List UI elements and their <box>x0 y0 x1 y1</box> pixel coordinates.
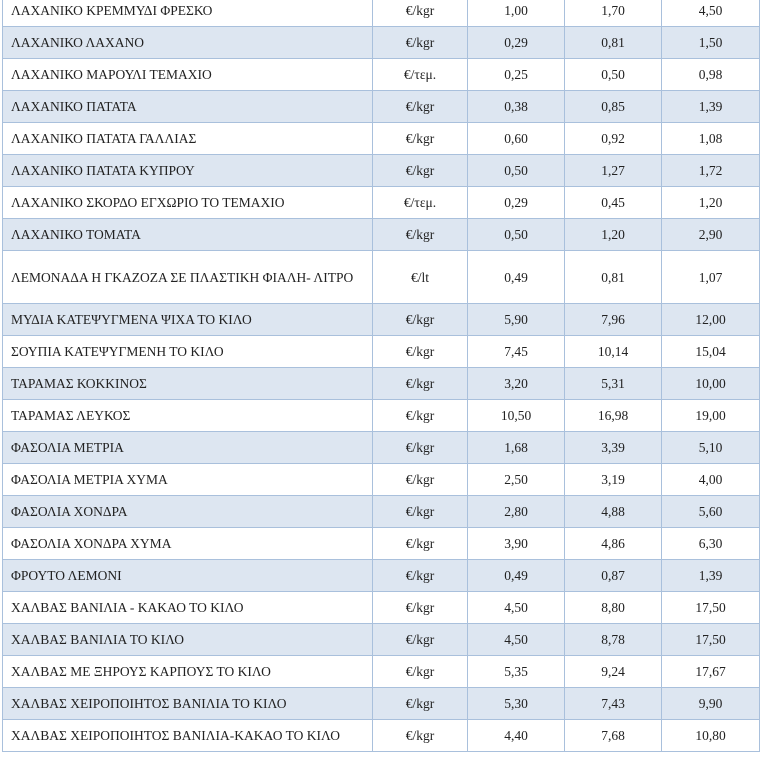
avg-price-cell: 4,88 <box>565 496 662 528</box>
table-row <box>3 656 760 688</box>
table-row <box>3 0 760 27</box>
unit-cell: €/kgr <box>373 91 468 123</box>
product-name-cell: ΦΑΣΟΛΙΑ ΜΕΤΡΙΑ <box>3 432 373 464</box>
unit-cell: €/kgr <box>373 496 468 528</box>
max-price-cell: 1,08 <box>662 123 760 155</box>
min-price-cell: 4,50 <box>468 592 565 624</box>
avg-price-cell: 16,98 <box>565 400 662 432</box>
max-price-cell: 17,50 <box>662 624 760 656</box>
min-price-cell: 0,50 <box>468 219 565 251</box>
avg-price-cell: 1,70 <box>565 0 662 27</box>
max-price-cell: 12,00 <box>662 304 760 336</box>
product-name-cell: ΛΑΧΑΝΙΚΟ ΠΑΤΑΤΑ ΚΥΠΡΟΥ <box>3 155 373 187</box>
unit-cell: €/kgr <box>373 656 468 688</box>
product-name-cell: ΧΑΛΒΑΣ ΜΕ ΞΗΡΟΥΣ ΚΑΡΠΟΥΣ ΤΟ ΚΙΛΟ <box>3 656 373 688</box>
unit-cell: €/kgr <box>373 336 468 368</box>
max-price-cell: 1,50 <box>662 27 760 59</box>
avg-price-cell: 0,87 <box>565 560 662 592</box>
table-row <box>3 59 760 91</box>
product-name-cell: ΜΥΔΙΑ ΚΑΤΕΨΥΓΜΕΝΑ ΨΙΧΑ ΤΟ ΚΙΛΟ <box>3 304 373 336</box>
min-price-cell: 0,49 <box>468 251 565 304</box>
table-row <box>3 336 760 368</box>
product-name-cell: ΤΑΡΑΜΑΣ ΚΟΚΚΙΝΟΣ <box>3 368 373 400</box>
min-price-cell: 0,29 <box>468 187 565 219</box>
product-name-cell: ΛΑΧΑΝΙΚΟ ΛΑΧΑΝΟ <box>3 27 373 59</box>
product-name-cell: ΦΡΟΥΤΟ ΛΕΜΟΝΙ <box>3 560 373 592</box>
product-name-cell: ΛΑΧΑΝΙΚΟ ΚΡΕΜΜΥΔΙ ΦΡΕΣΚΟ <box>3 0 373 27</box>
product-name-cell: ΧΑΛΒΑΣ ΧΕΙΡΟΠΟΙΗΤΟΣ ΒΑΝΙΛΙΑ ΤΟ ΚΙΛΟ <box>3 688 373 720</box>
avg-price-cell: 8,78 <box>565 624 662 656</box>
unit-cell: €/kgr <box>373 27 468 59</box>
avg-price-cell: 0,45 <box>565 187 662 219</box>
product-name-cell: ΛΑΧΑΝΙΚΟ ΤΟΜΑΤΑ <box>3 219 373 251</box>
unit-cell: €/kgr <box>373 528 468 560</box>
avg-price-cell: 10,14 <box>565 336 662 368</box>
avg-price-cell: 1,27 <box>565 155 662 187</box>
avg-price-cell: 3,19 <box>565 464 662 496</box>
product-name-cell: ΦΑΣΟΛΙΑ ΜΕΤΡΙΑ ΧΥΜΑ <box>3 464 373 496</box>
avg-price-cell: 7,68 <box>565 720 662 752</box>
avg-price-cell: 0,50 <box>565 59 662 91</box>
product-name-cell: ΛΑΧΑΝΙΚΟ ΠΑΤΑΤΑ <box>3 91 373 123</box>
max-price-cell: 17,50 <box>662 592 760 624</box>
table-row <box>3 304 760 336</box>
max-price-cell: 1,39 <box>662 560 760 592</box>
product-name-cell: ΦΑΣΟΛΙΑ ΧΟΝΔΡΑ ΧΥΜΑ <box>3 528 373 560</box>
max-price-cell: 0,98 <box>662 59 760 91</box>
avg-price-cell: 7,43 <box>565 688 662 720</box>
avg-price-cell: 8,80 <box>565 592 662 624</box>
unit-cell: €/kgr <box>373 720 468 752</box>
table-row <box>3 592 760 624</box>
table-row <box>3 400 760 432</box>
table-row <box>3 219 760 251</box>
max-price-cell: 1,20 <box>662 187 760 219</box>
table-row <box>3 464 760 496</box>
unit-cell: €/τεμ. <box>373 59 468 91</box>
unit-cell: €/kgr <box>373 432 468 464</box>
table-row <box>3 432 760 464</box>
max-price-cell: 9,90 <box>662 688 760 720</box>
unit-cell: €/kgr <box>373 400 468 432</box>
min-price-cell: 1,00 <box>468 0 565 27</box>
min-price-cell: 1,68 <box>468 432 565 464</box>
unit-cell: €/kgr <box>373 219 468 251</box>
avg-price-cell: 3,39 <box>565 432 662 464</box>
max-price-cell: 6,30 <box>662 528 760 560</box>
max-price-cell: 1,07 <box>662 251 760 304</box>
unit-cell: €/kgr <box>373 123 468 155</box>
product-name-cell: ΧΑΛΒΑΣ ΒΑΝΙΛΙΑ ΤΟ ΚΙΛΟ <box>3 624 373 656</box>
max-price-cell: 2,90 <box>662 219 760 251</box>
min-price-cell: 5,35 <box>468 656 565 688</box>
max-price-cell: 4,00 <box>662 464 760 496</box>
min-price-cell: 5,90 <box>468 304 565 336</box>
table-row <box>3 27 760 59</box>
table-row <box>3 688 760 720</box>
table-row <box>3 123 760 155</box>
table-row <box>3 624 760 656</box>
min-price-cell: 7,45 <box>468 336 565 368</box>
avg-price-cell: 0,85 <box>565 91 662 123</box>
min-price-cell: 0,38 <box>468 91 565 123</box>
max-price-cell: 4,50 <box>662 0 760 27</box>
unit-cell: €/lt <box>373 251 468 304</box>
min-price-cell: 3,20 <box>468 368 565 400</box>
table-row <box>3 187 760 219</box>
min-price-cell: 0,50 <box>468 155 565 187</box>
min-price-cell: 2,50 <box>468 464 565 496</box>
max-price-cell: 15,04 <box>662 336 760 368</box>
unit-cell: €/τεμ. <box>373 187 468 219</box>
unit-cell: €/kgr <box>373 688 468 720</box>
unit-cell: €/kgr <box>373 155 468 187</box>
max-price-cell: 1,39 <box>662 91 760 123</box>
table-row <box>3 528 760 560</box>
product-name-cell: ΣΟΥΠΙΑ ΚΑΤΕΨΥΓΜΕΝΗ ΤΟ ΚΙΛΟ <box>3 336 373 368</box>
avg-price-cell: 7,96 <box>565 304 662 336</box>
min-price-cell: 0,29 <box>468 27 565 59</box>
min-price-cell: 2,80 <box>468 496 565 528</box>
min-price-cell: 0,60 <box>468 123 565 155</box>
price-table-body <box>3 0 760 752</box>
product-name-cell: ΤΑΡΑΜΑΣ ΛΕΥΚΟΣ <box>3 400 373 432</box>
min-price-cell: 0,25 <box>468 59 565 91</box>
product-name-cell: ΛΑΧΑΝΙΚΟ ΣΚΟΡΔΟ ΕΓΧΩΡΙΟ ΤΟ ΤΕΜΑΧΙΟ <box>3 187 373 219</box>
max-price-cell: 10,00 <box>662 368 760 400</box>
max-price-cell: 1,72 <box>662 155 760 187</box>
unit-cell: €/kgr <box>373 368 468 400</box>
table-row <box>3 155 760 187</box>
product-name-cell: ΛΑΧΑΝΙΚΟ ΜΑΡΟΥΛΙ ΤΕΜΑΧΙΟ <box>3 59 373 91</box>
table-row <box>3 496 760 528</box>
table-row <box>3 720 760 752</box>
avg-price-cell: 0,92 <box>565 123 662 155</box>
unit-cell: €/kgr <box>373 464 468 496</box>
unit-cell: €/kgr <box>373 624 468 656</box>
min-price-cell: 10,50 <box>468 400 565 432</box>
avg-price-cell: 1,20 <box>565 219 662 251</box>
product-name-cell: ΛΑΧΑΝΙΚΟ ΠΑΤΑΤΑ ΓΑΛΛΙΑΣ <box>3 123 373 155</box>
min-price-cell: 3,90 <box>468 528 565 560</box>
product-name-cell: ΧΑΛΒΑΣ ΒΑΝΙΛΙΑ - ΚΑΚΑΟ ΤΟ ΚΙΛΟ <box>3 592 373 624</box>
avg-price-cell: 5,31 <box>565 368 662 400</box>
table-row <box>3 368 760 400</box>
max-price-cell: 5,10 <box>662 432 760 464</box>
avg-price-cell: 4,86 <box>565 528 662 560</box>
unit-cell: €/kgr <box>373 592 468 624</box>
avg-price-cell: 9,24 <box>565 656 662 688</box>
max-price-cell: 5,60 <box>662 496 760 528</box>
unit-cell: €/kgr <box>373 304 468 336</box>
min-price-cell: 4,50 <box>468 624 565 656</box>
table-row <box>3 91 760 123</box>
max-price-cell: 19,00 <box>662 400 760 432</box>
table-row <box>3 560 760 592</box>
product-name-cell: ΦΑΣΟΛΙΑ ΧΟΝΔΡΑ <box>3 496 373 528</box>
avg-price-cell: 0,81 <box>565 251 662 304</box>
unit-cell: €/kgr <box>373 560 468 592</box>
max-price-cell: 10,80 <box>662 720 760 752</box>
unit-cell: €/kgr <box>373 0 468 27</box>
price-table <box>2 0 760 752</box>
product-name-cell: ΛΕΜΟΝΑΔΑ Η ΓΚΑΖΟΖΑ ΣΕ ΠΛΑΣΤΙΚΗ ΦΙΑΛΗ- ΛΙΤΡΟ <box>3 251 373 304</box>
avg-price-cell: 0,81 <box>565 27 662 59</box>
max-price-cell: 17,67 <box>662 656 760 688</box>
min-price-cell: 5,30 <box>468 688 565 720</box>
min-price-cell: 4,40 <box>468 720 565 752</box>
product-name-cell: ΧΑΛΒΑΣ ΧΕΙΡΟΠΟΙΗΤΟΣ ΒΑΝΙΛΙΑ-ΚΑΚΑΟ ΤΟ ΚΙΛΟ <box>3 720 373 752</box>
min-price-cell: 0,49 <box>468 560 565 592</box>
table-row <box>3 251 760 304</box>
